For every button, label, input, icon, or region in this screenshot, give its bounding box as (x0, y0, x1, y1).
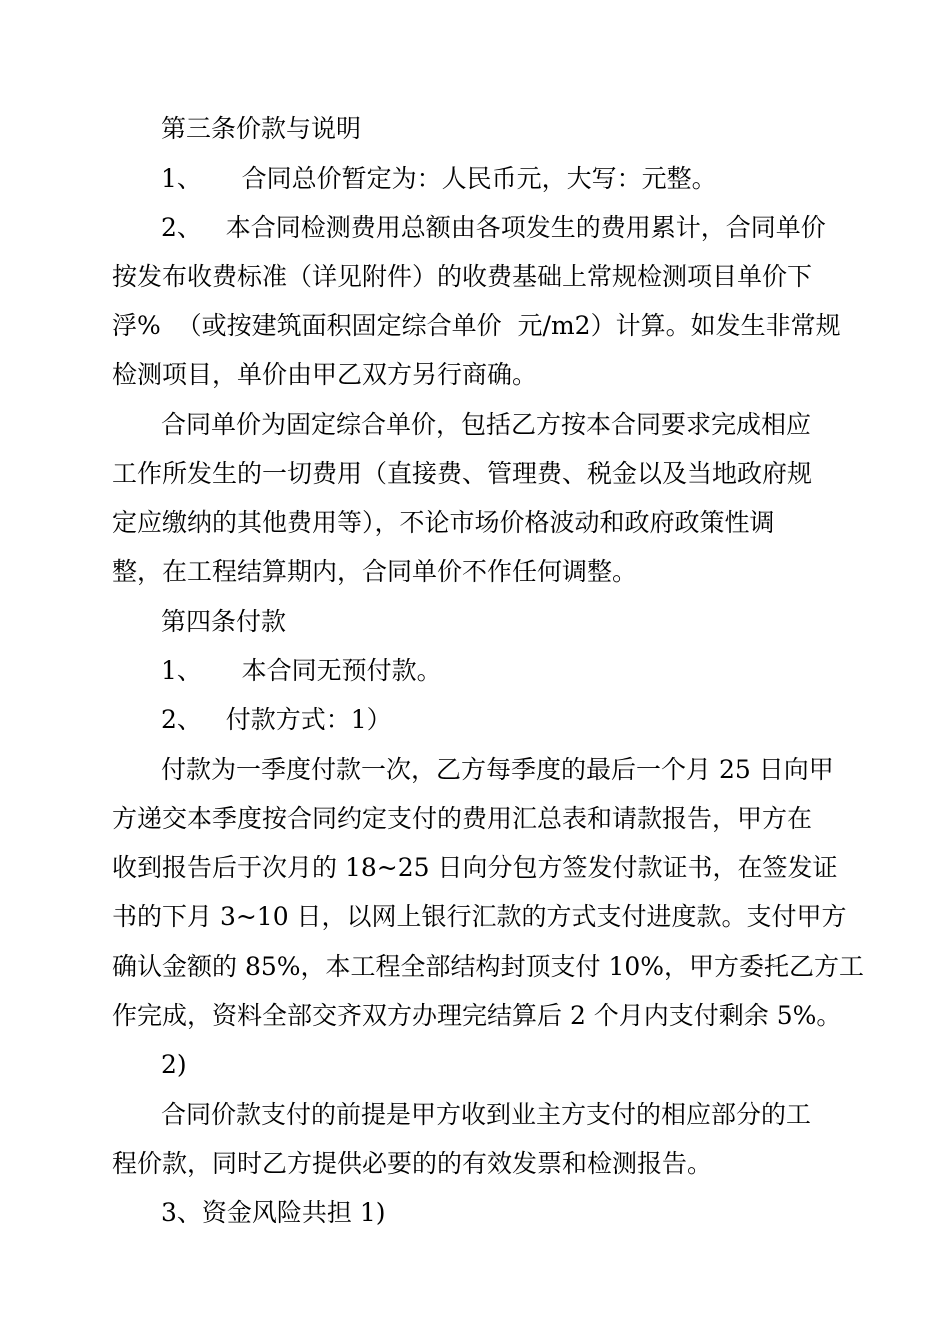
text-line: 按发布收费标准（详见附件）的收费基础上常规检测项目单价下 (112, 262, 813, 291)
text-line: 3、资金风险共担 1) (161, 1198, 386, 1227)
text-line: 收到报告后于次月的 18~25 日向分包方签发付款证书，在签发证 (112, 853, 838, 882)
text-line: 定应缴纳的其他费用等），不论市场价格波动和政府政策性调 (112, 508, 775, 537)
text-line: 合同单价为固定综合单价，包括乙方按本合同要求完成相应 (161, 410, 812, 439)
text-line: 方递交本季度按合同约定支付的费用汇总表和请款报告，甲方在 (112, 804, 813, 833)
text-line: 付款为一季度付款一次，乙方每季度的最后一个月 25 日向甲 (161, 755, 834, 784)
text-line: 书的下月 3~10 日，以网上银行汇款的方式支付进度款。支付甲方 (112, 902, 847, 931)
text-line: 1、 合同总价暂定为：人民币元，大写：元整。 (161, 164, 717, 193)
text-line: 浮% （或按建筑面积固定综合单价 元/m2）计算。如发生非常规 (112, 311, 841, 340)
text-line: 工作所发生的一切费用（直接费、管理费、税金以及当地政府规 (112, 459, 813, 488)
text-line: 合同价款支付的前提是甲方收到业主方支付的相应部分的工 (161, 1100, 812, 1129)
text-line: 作完成，资料全部交齐双方办理完结算后 2 个月内支付剩余 5%。 (112, 1001, 842, 1030)
text-line: 确认金额的 85%，本工程全部结构封顶支付 10%，甲方委托乙方工 (112, 952, 865, 981)
text-line: 2) (161, 1050, 187, 1079)
text-line: 整，在工程结算期内，合同单价不作任何调整。 (112, 557, 638, 586)
text-line: 程价款，同时乙方提供必要的的有效发票和检测报告。 (112, 1149, 713, 1178)
section-heading-article-3: 第三条价款与说明 (161, 114, 362, 143)
text-line: 检测项目，单价由甲乙双方另行商确。 (112, 360, 538, 389)
text-line: 1、 本合同无预付款。 (161, 656, 442, 685)
text-line: 2、 付款方式：1） (161, 705, 392, 734)
text-line: 2、 本合同检测费用总额由各项发生的费用累计，合同单价 (161, 213, 826, 242)
section-heading-article-4: 第四条付款 (161, 607, 287, 636)
